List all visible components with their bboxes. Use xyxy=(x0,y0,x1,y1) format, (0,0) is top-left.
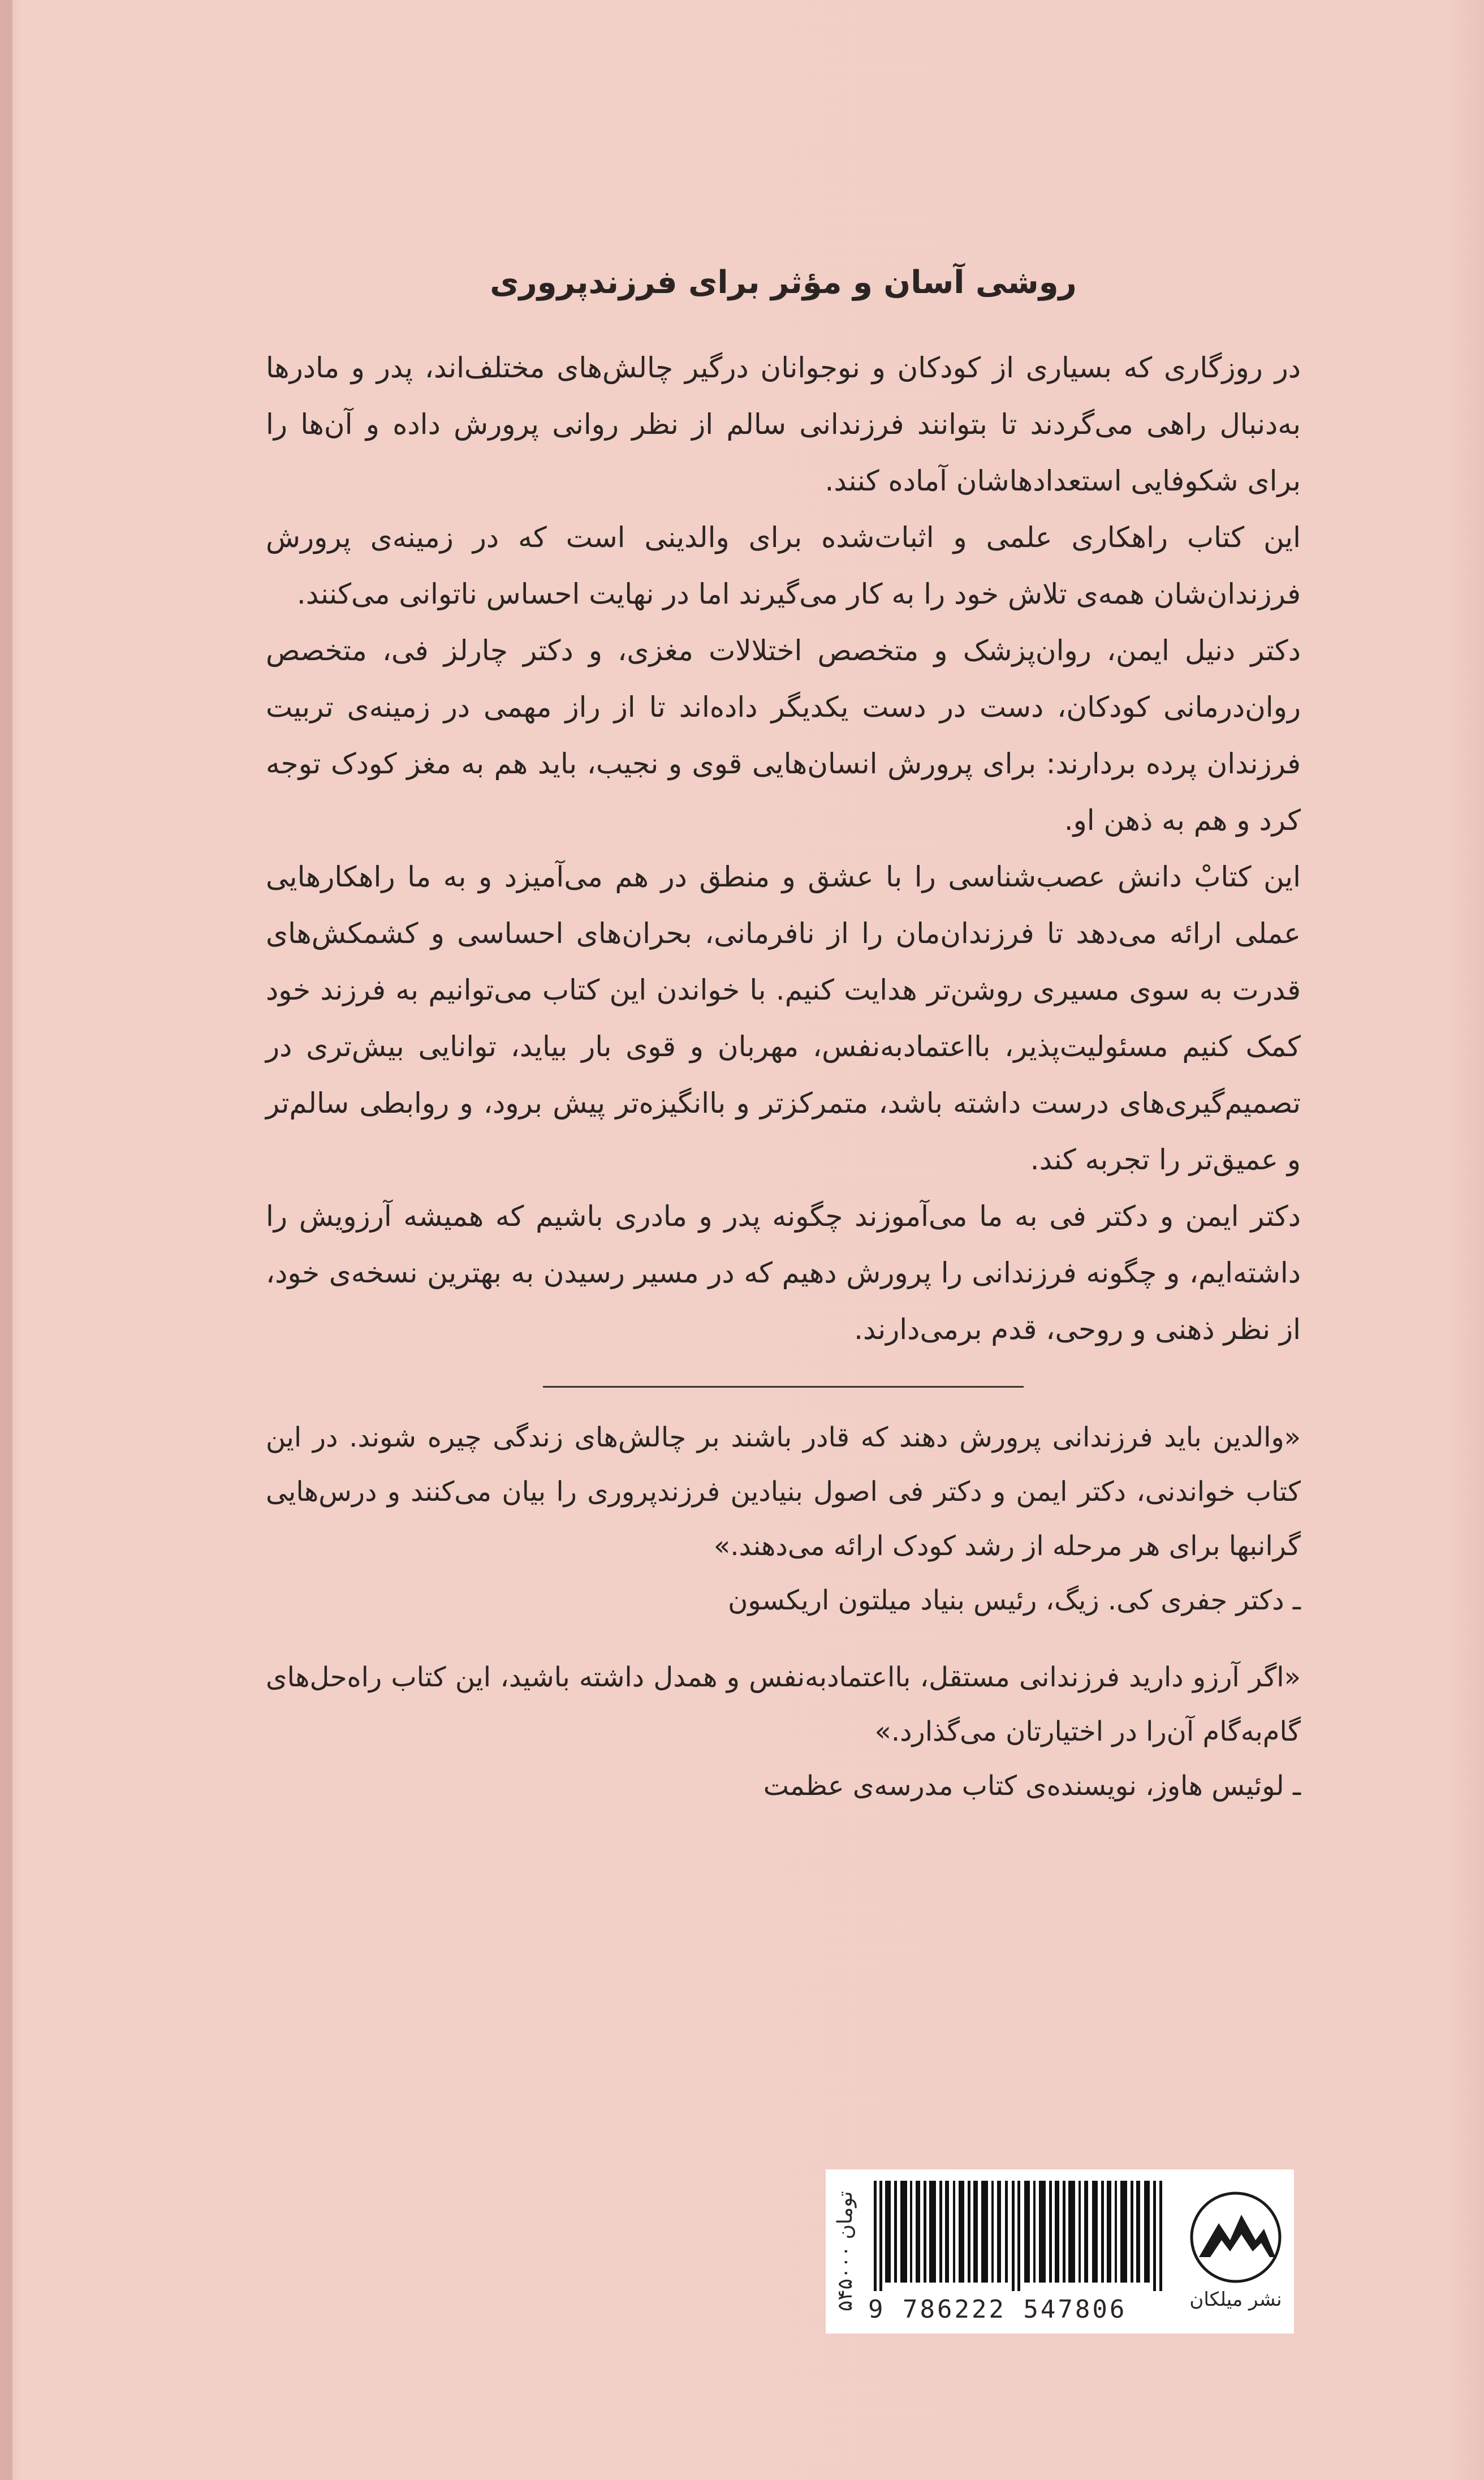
endorsement-quote: «والدین باید فرزندانی پرورش دهند که قادر باشند بر چالش‌های زندگی چیره شوند. در این کتاب خواندنی، دکتر ایمن و دکتر فی اصول بنیادین فرزندپروری را بیان می‌کنند و درس‌هایی گرانبها برای هر مرحله از رشد کودک ارائه می‌دهند.» xyxy=(266,1422,1301,1562)
blurb xyxy=(266,260,1301,1836)
paragraph: در روزگاری که بسیاری از کودکان و نوجوانان درگیر چالش‌های مختلف‌اند، پدر و مادرها به‌دنبال راهی می‌گردند تا بتوانند فرزندانی سالم از نظر روانی پرورش داده و آن‌ها را برای شکوفایی استعدادهاشان آماده کنند. xyxy=(266,351,1301,497)
divider xyxy=(543,1386,1024,1388)
barcode-bars xyxy=(874,2181,1168,2291)
endorsement-attribution: ـ دکتر جفری کی. زیگ، رئیس بنیاد میلتون اریکسون xyxy=(728,1585,1301,1616)
spine-edge xyxy=(0,0,12,2480)
paragraph: دکتر ایمن و دکتر فی به ما می‌آموزند چگونه پدر و مادری باشیم که همیشه آرزویش را داشته‌ایم، و چگونه فرزندانی را پرورش دهیم که در مسیر رسیدن به بهترین نسخه‌ی خود، از نظر ذهنی و روحی، قدم برمی‌دارند. xyxy=(266,1200,1301,1346)
price-label: ۵۴۵۰۰۰ تومان xyxy=(834,2191,857,2312)
barcode-label xyxy=(826,2169,1294,2333)
isbn-number: 9 786222 547806 xyxy=(868,2295,1127,2324)
endorsement-quote: «اگر آرزو دارید فرزندانی مستقل، بااعتمادبه‌نفس و همدل داشته باشید، این کتاب راه‌حل‌های گام‌به‌گام آن‌را در اختیارتان می‌گذارد.» xyxy=(266,1661,1301,1747)
paragraph: این کتابْ دانش عصب‌شناسی را با عشق و منطق در هم می‌آمیزد و به ما راهکارهایی عملی ارائه می‌دهد تا فرزندان‌مان را از نافرمانی، بحران‌های احساسی و کشمکش‌های قدرت به سوی مسیری روشن‌تر هدایت کنیم. با خواندن این کتاب می‌توانیم به فرزند خود کمک کنیم مسئولیت‌پذیر، بااعتمادبه‌نفس، مهربان و قوی بار بیاید، توانایی بیش‌تری در تصمیم‌گیری‌های درست داشته باشد، متمرکزتر و باانگیزه‌تر پیش برود، و روابطی سالم‌تر و عمیق‌تر را تجربه کند. xyxy=(266,860,1301,1176)
endorsement-attribution: ـ لوئیس هاوز، نویسنده‌ی کتاب مدرسه‌ی عظمت xyxy=(763,1770,1301,1802)
paragraph: این کتاب راهکاری علمی و اثبات‌شده برای والدینی است که در زمینه‌ی پرورش فرزندان‌شان همه‌ی تلاش خود را به کار می‌گیرند اما در نهایت احساس ناتوانی می‌کنند. xyxy=(266,521,1301,610)
paragraph: دکتر دنیل ایمن، روان‌پزشک و متخصص اختلالات مغزی، و دکتر چارلز فی، متخصص روان‌درمانی کودکان، دست در دست یکدیگر داده‌اند تا از راز مهمی در زمینه‌ی تربیت فرزندان پرده بردارند: برای پرورش انسان‌هایی قوی و نجیب، باید هم به مغز کودک توجه کرد و هم به ذهن او. xyxy=(266,634,1301,837)
blurb-title: روشی آسان و مؤثر برای فرزندپروری xyxy=(490,264,1077,301)
publisher-name: نشر میلکان xyxy=(1189,2288,1282,2311)
